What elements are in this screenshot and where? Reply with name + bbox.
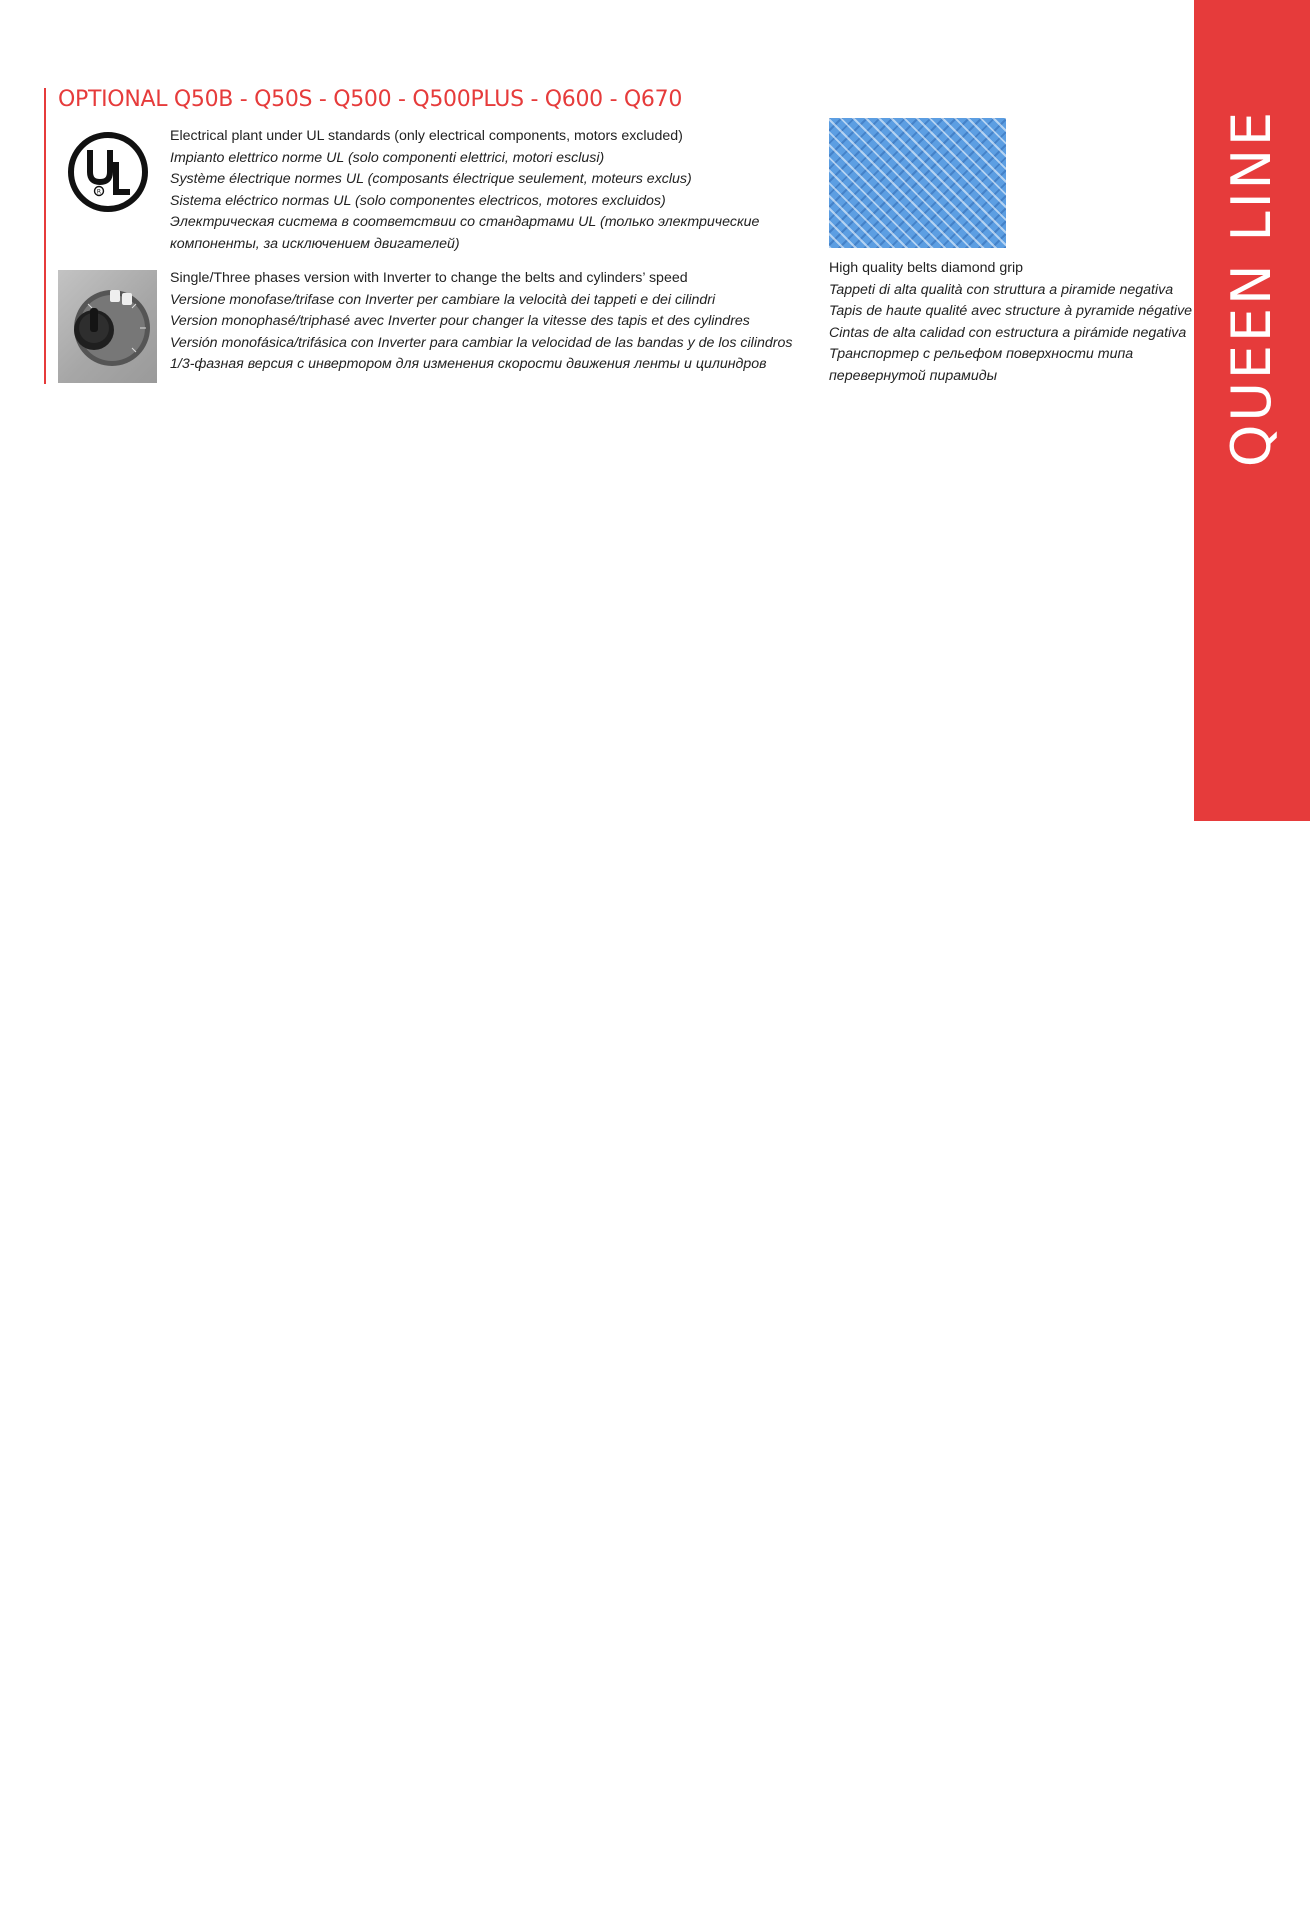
ul-line-it: Impianto elettrico norme UL (solo componenti elettrici, motori esclusi): [170, 149, 605, 166]
inverter-line-en: Single/Three phases version with Inverter to change the belts and cylinders’ speed: [170, 270, 688, 286]
belt-line-ru-1: Транспортер с рельефом поверхности типа: [829, 346, 1134, 363]
belt-option-description: [829, 258, 1192, 388]
inverter-knob-photo: [58, 270, 157, 383]
ul-line-en: Electrical plant under UL standards (only electrical components, motors excluded): [170, 128, 683, 144]
side-band: [1194, 0, 1310, 821]
side-band-title: QUEEN LINE: [1220, 108, 1283, 468]
ul-option-description: [170, 126, 759, 256]
belt-line-ru-2: перевернутой пирамиды: [829, 367, 998, 384]
inverter-option-description: [170, 268, 792, 376]
inverter-line-fr: Version monophasé/triphasé avec Inverter pour changer la vitesse des tapis et des cylindres: [170, 313, 750, 330]
ul-line-ru-2: компоненты, за исключением двигателей): [170, 235, 460, 252]
ul-line-fr: Système électrique normes UL (composants électrique seulement, moteurs exclus): [170, 171, 692, 188]
svg-text:R: R: [96, 188, 102, 196]
ul-certification-logo-icon: [66, 130, 150, 214]
section-accent-line: [44, 88, 46, 384]
diamond-grip-belt-photo: [829, 118, 1006, 248]
belt-line-it: Tappeti di alta qualità con struttura a piramide negativa: [829, 281, 1174, 298]
section-title: OPTIONAL Q50B - Q50S - Q500 - Q500PLUS - Q600 - Q670: [58, 87, 683, 112]
belt-line-es: Cintas de alta calidad con estructura a pirámide negativa: [829, 324, 1187, 341]
ul-line-ru-1: Электрическая система в соответствии со стандартами UL (только электрические: [170, 214, 760, 231]
ul-line-es: Sistema eléctrico normas UL (solo componentes electricos, motores excluidos): [170, 192, 666, 209]
belt-line-en: High quality belts diamond grip: [829, 260, 1024, 276]
belt-line-fr: Tapis de haute qualité avec structure à pyramide négative: [829, 303, 1193, 320]
inverter-line-ru: 1/3-фазная версия с инвертором для изменения скорости движения ленты и цилиндров: [170, 356, 767, 373]
speed-knob-icon: [58, 270, 157, 383]
inverter-line-it: Versione monofase/trifase con Inverter per cambiare la velocità dei tappeti e dei cilindri: [170, 291, 716, 308]
inverter-line-es: Versión monofásica/trifásica con Inverter para cambiar la velocidad de las bandas y de los cilindros: [170, 334, 793, 351]
